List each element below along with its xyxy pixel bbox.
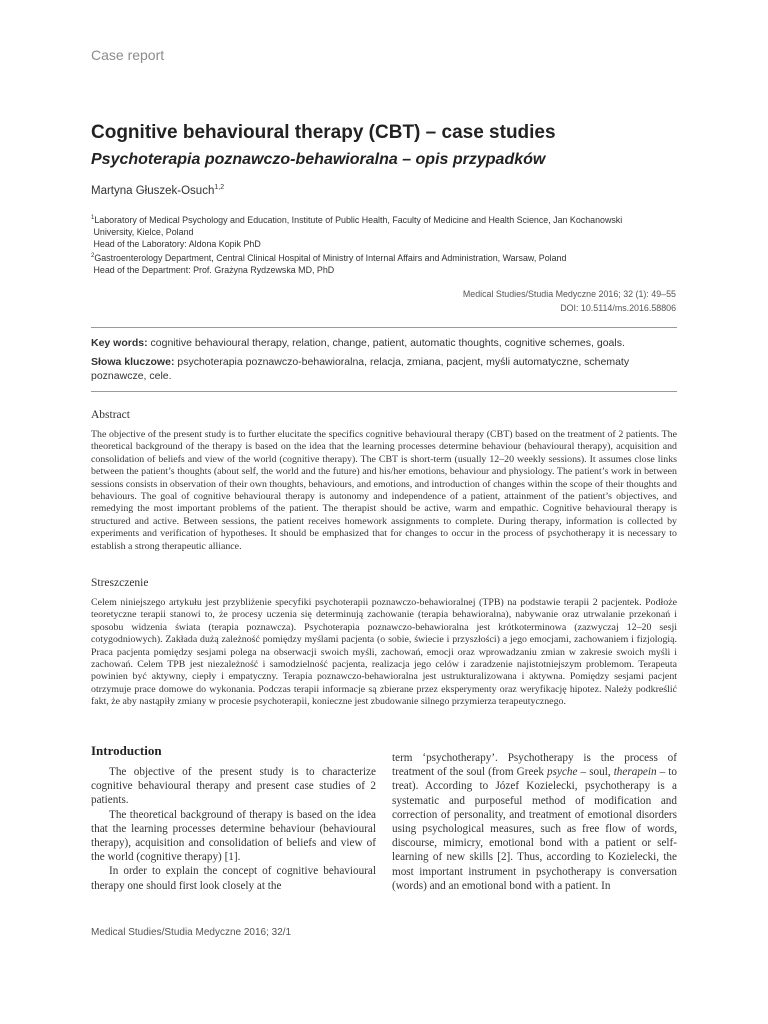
body-column-right	[392, 751, 677, 893]
body-column-left	[91, 765, 376, 893]
text-run: – to treat). According to Józef Kozielecki, psychotherapy is a systematic and purposeful method of modification and correction of personality, and treatment of emotional disorders using psychological measures, such as free flow of words, discourse, mimicry, emotional bond with a patient or self-learning of new skills [2]. Thus, according to Kozielecki, the most important instrument in psychotherapy is conversation (words) and an emotional bond with a patient. In	[392, 766, 678, 892]
keywords-en-label: Key words:	[91, 337, 148, 349]
author-affiliation-marks: 1,2	[214, 184, 225, 191]
divider-top	[91, 327, 677, 328]
greek-term: psyche	[547, 766, 578, 779]
keywords-pl-text: psychoterapia poznawczo-behawioralna, relacja, zmiana, pacjent, myśli automatyczne, schematy poznawcze, cele.	[91, 356, 630, 382]
affiliation-line	[91, 250, 691, 264]
journal-citation: Medical Studies/Studia Medyczne 2016; 32 (1): 49–55	[462, 289, 676, 299]
keywords-pl	[91, 355, 677, 383]
greek-term: therapein	[613, 766, 657, 779]
doi-link[interactable]: DOI: 10.5114/ms.2016.58806	[560, 303, 676, 313]
affiliation-text: Gastroenterology Department, Central Clinical Hospital of Ministry of Internal Affairs and Administration, Warsaw, Poland	[94, 252, 567, 263]
keywords-block	[91, 336, 677, 383]
section-label: Case report	[91, 47, 165, 63]
page-footer: Medical Studies/Studia Medyczne 2016; 32/1	[91, 927, 292, 938]
affiliation-text: University, Kielce, Poland	[93, 226, 194, 237]
affiliation-line	[91, 212, 691, 226]
paragraph: The theoretical background of therapy is based on the idea that the learning processes determine behaviour (behavioural therapy), acquisition and consolidation of beliefs and view of the world (cognitive therapy) [1].	[91, 808, 376, 864]
abstract-text: The objective of the present study is to further elucitate the specifics cognitive behavioural therapy (CBT) based on the treatment of 2 patients. The theoretical background of the therapy is based on the idea that the learning processes determine behaviour (behavioural therapy), acquisition and consolidation of beliefs and view of the world (cognitive therapy). The CBT is short-term (usually 12–20 weekly sessions). It assumes close links between the patient’s thoughts (about self, the world and the future) and his/her emotions, behaviour and physiology. The patient’s work in between sessions consists in observation of their own thoughts, behaviours, and emotions, and introduction of changes within the scope of their thoughts and behaviours. The goal of cognitive behavioural therapy is autonomy and independence of a patient, attainment of the patient’s objectives, and remedying the most important problems of the patient. The therapist should be active, warm and empathic. Cognitive behavioural therapy is structured and active. Between sessions, the patient receives homework assignments to complete. During therapy, information is collected by experiments and verification of hypotheses. It should be emphasized that for changes to occur in the process of psychotherapy it is necessary to establish a strong therapeutic alliance.	[91, 429, 677, 552]
affiliation-mark: 1	[91, 215, 95, 221]
keywords-en	[91, 336, 677, 350]
paragraph	[392, 751, 677, 893]
affiliation-text: Head of the Department: Prof. Grażyna Rydzewska MD, PhD	[93, 264, 335, 275]
keywords-pl-label: Słowa kluczowe:	[91, 356, 175, 368]
affiliations	[91, 212, 691, 276]
affiliation-line	[91, 238, 691, 250]
paragraph: In order to explain the concept of cognitive behavioural therapy one should first look closely at the	[91, 865, 376, 892]
paragraph: The objective of the present study is to characterize cognitive behavioural therapy and present case studies of 2 patients.	[91, 766, 376, 807]
author-line	[91, 184, 224, 197]
abstract-heading: Abstract	[91, 409, 130, 421]
affiliation-text: Laboratory of Medical Psychology and Education, Institute of Public Health, Faculty of Medicine and Health Science, Jan Kochanowski	[94, 214, 623, 225]
keywords-en-text: cognitive behavioural therapy, relation, change, patient, automatic thoughts, cognitive schemes, goals.	[150, 337, 625, 349]
affiliation-line	[91, 264, 691, 276]
streszczenie-text: Celem niniejszego artykułu jest przybliżenie specyfiki psychoterapii poznawczo-behawioralnej (TPB) na podstawie terapii 2 pacjentek. Podłoże teoretyczne terapii stanowi to, że procesy uczenia się determinują zachowanie (terapia behawioralna), nabywanie oraz utrwalanie przekonań i sposobu widzenia świata (terapia poznawcza). Psychoterapia poznawczo-behawioralna jest krótkoterminowa (zazwyczaj 12–20 sesji cotygodniowych). Zakłada dużą zależność pomiędzy myślami pacjenta (o sobie, świecie i przyszłości) a jego emocjami, zachowaniem i fizjologią. Praca pacjenta pomiędzy sesjami polega na obserwacji swoich myśli, zachowań, emocji oraz wprowadzaniu zmian w zakresie swoich myśli i zachowań. Celem TPB jest niezależność i samodzielność pacjenta, realizacja jego celów i zaradzenie najistotniejszym problemom. Terapeuta powinien być aktywny, ciepły i empatyczny. Terapia poznawczo-behawioralna jest ustrukturalizowana i aktywna. Pomiędzy sesjami pacjent otrzymuje prace domowe do wykonania. Podczas terapii informacje są zbierane przez eksperymenty oraz weryfikację hipotez. Należy podkreślić fakt, że aby nastąpiły zmiany w procesie psychoterapii, konieczne jest zbudowanie silnego przymierza terapeutycznego.	[91, 597, 677, 708]
streszczenie-heading: Streszczenie	[91, 577, 149, 589]
article-subtitle: Psychoterapia poznawczo-behawioralna – opis przypadków	[91, 151, 546, 168]
affiliation-line	[91, 226, 691, 238]
affiliation-text: Head of the Laboratory: Aldona Kopik PhD	[93, 238, 261, 249]
text-run: term ‘psychotherapy’. Psychotherapy is the process of treatment of the soul (from Greek	[392, 752, 677, 779]
text-run: – soul,	[577, 766, 614, 779]
author-name: Martyna Głuszek-Osuch	[91, 184, 215, 197]
introduction-heading: Introduction	[91, 743, 162, 758]
divider-bottom	[91, 391, 677, 392]
article-title: Cognitive behavioural therapy (CBT) – case studies	[91, 122, 556, 143]
journal-info	[463, 287, 676, 315]
affiliation-mark: 2	[91, 252, 95, 259]
